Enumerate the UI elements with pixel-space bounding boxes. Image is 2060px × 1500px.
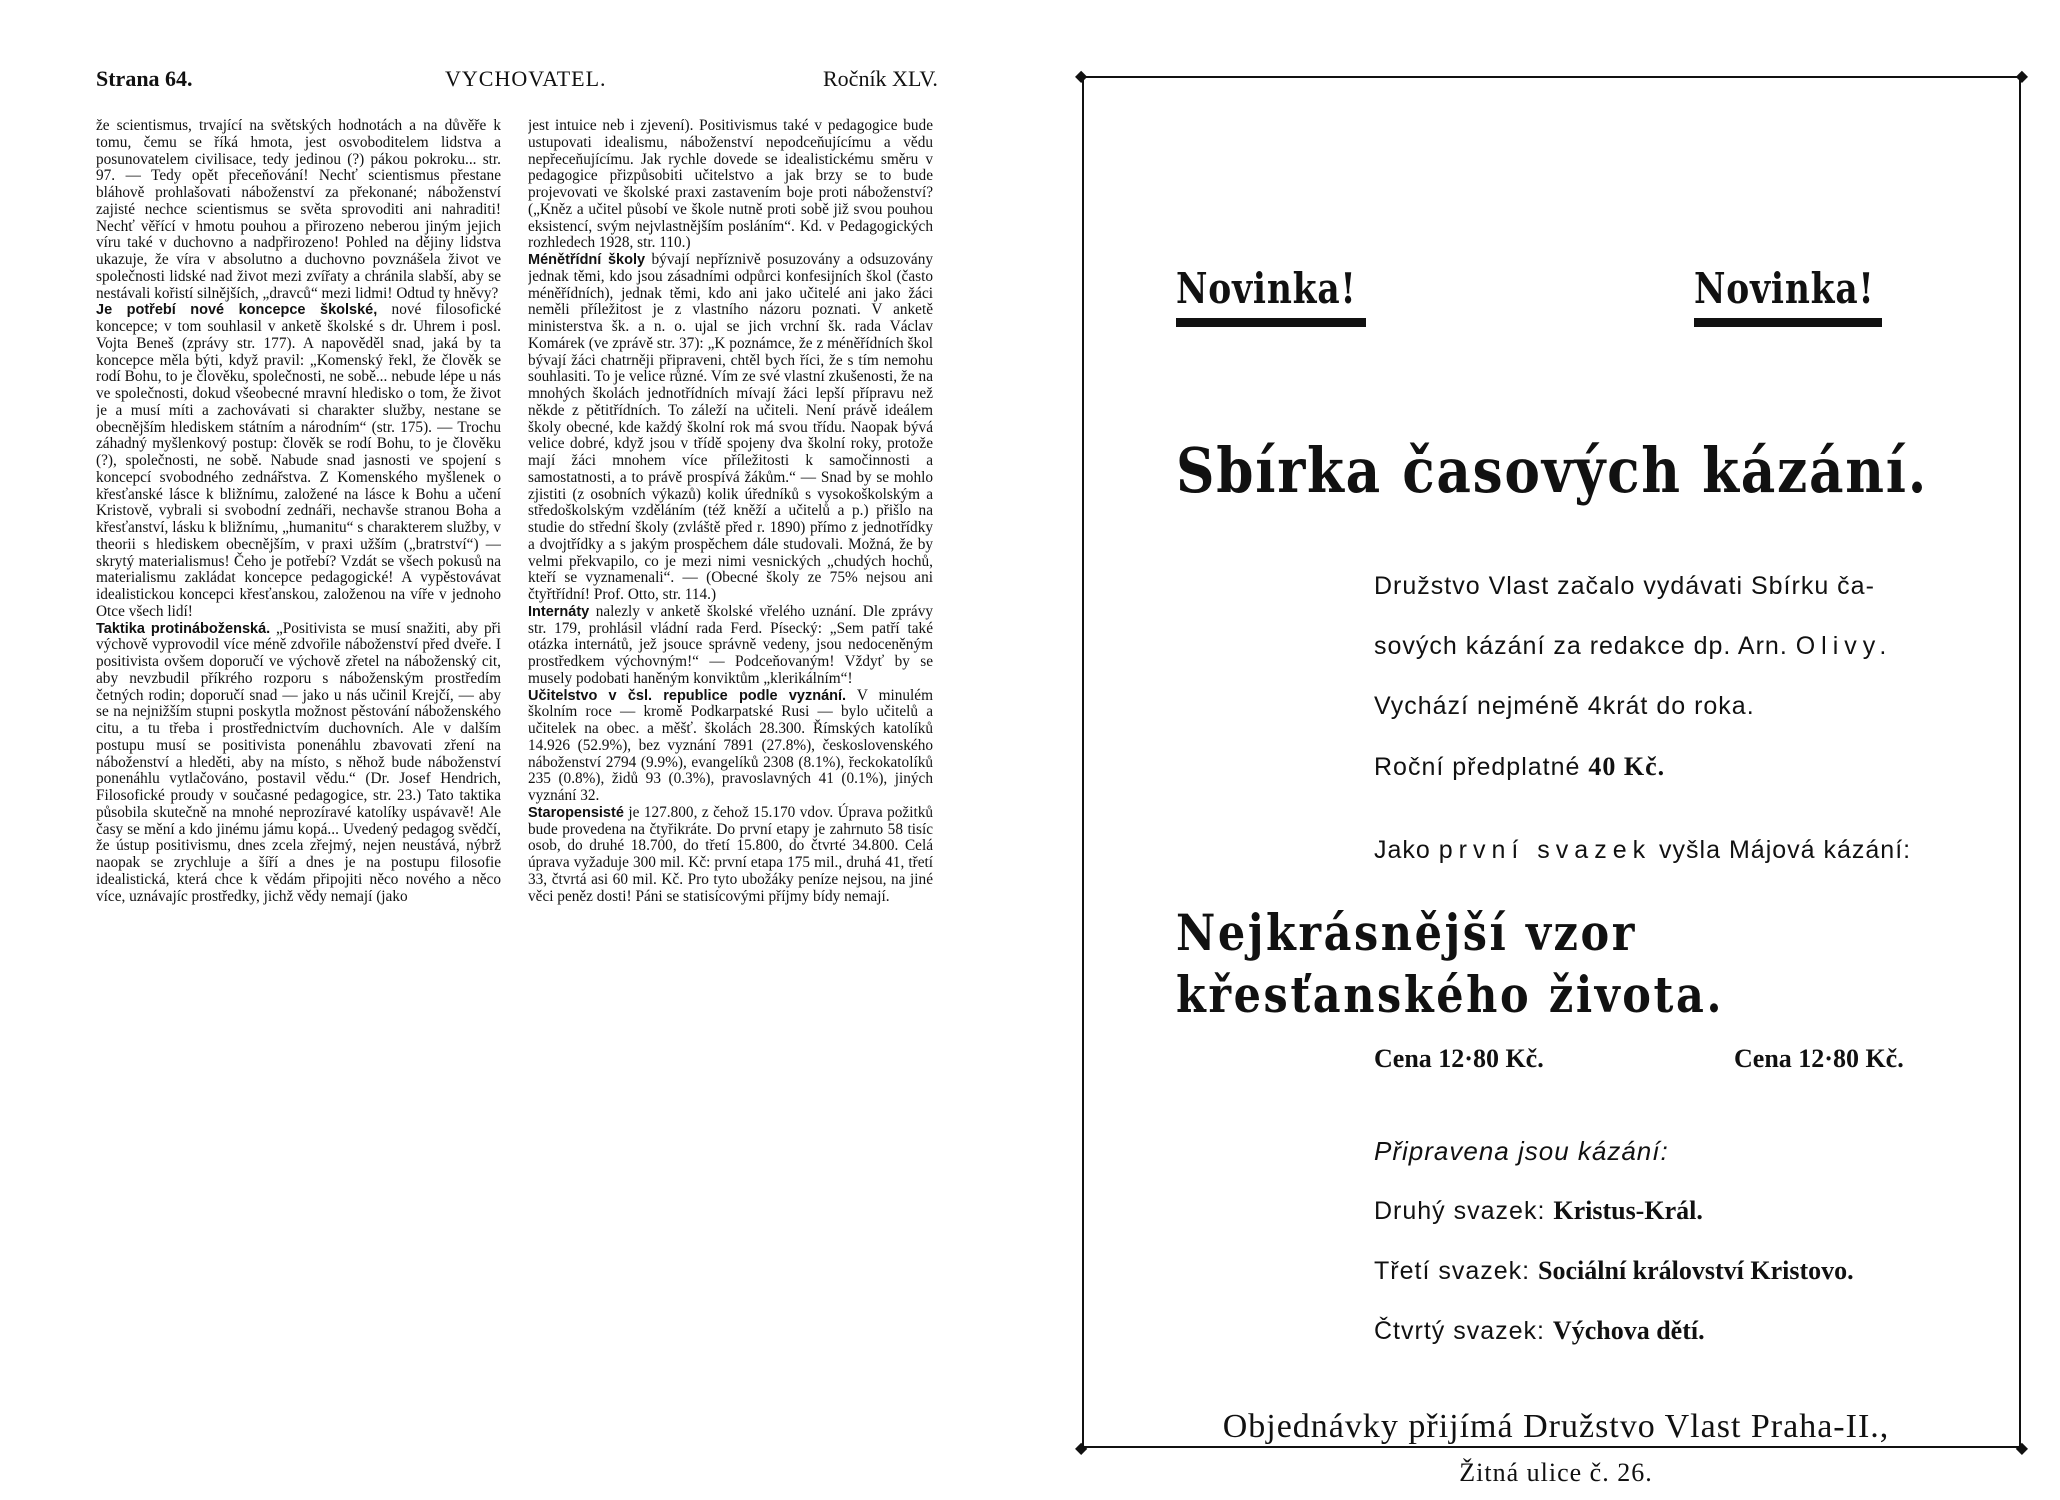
paragraph-text: že scientismus, trvající na světských hodnotách a na důvěře k tomu, čemu se říká hmota, jest osvoboditelem lidstva a posunovatelem civilisace, tedy jedinou (?) pákou pokroku... str. 97. — Tedy opět přeceňování! Nechť scientismus přestane bláhově prohlašovati náboženství za překonané; náboženství zajisté nechce scientismus se světa sprovoditi ani nahraditi! Nechť věřící v hmotu pouhou a přirozeno neberou jiným jejich víru také v duchovno a nadpřirozeno! Pohled na dějiny lidstva ukazuje, že víra v absolutno a duchovno povznášela život ve společnosti lidské nad život mezi zvířaty a chránila slabší, aby se nestávali kořistí silnějších, „dravců“ mezi lidmi! Odtud ty hněvy? (96, 118, 501, 302)
novinka-label-left: Novinka! (1176, 264, 1357, 313)
paragraph (528, 252, 933, 604)
paragraph (528, 688, 933, 805)
first-volume-suffix: vyšla Májová kázání: (1651, 836, 1912, 864)
orders-address: Žitná ulice č. 26. (1459, 1458, 1653, 1487)
corner-ornament-icon: ◆ (2015, 66, 2028, 85)
editor-name: Olivy. (1795, 632, 1893, 660)
volume-title: Sociální království Kristovo. (1538, 1256, 1854, 1285)
subscription-price: 40 Kč. (1588, 752, 1666, 781)
book-title: Nejkrásnější vzor křesťanského života. (1176, 903, 1724, 1024)
prepared-heading: Připravena jsou kázání: (1374, 1136, 1669, 1166)
paragraph (528, 118, 933, 252)
paragraph (528, 604, 933, 688)
corner-ornament-icon: ◆ (1075, 66, 1088, 85)
advert-description-line-1: Družstvo Vlast začalo vydávati Sbírku ča- (1374, 572, 1875, 600)
paragraph-text: jest intuice neb i zjevení). Positivismus také v pedagogice bude ustupovati idealismu, náboženství nepodceňujícímu a vědu nepřeceňujícímu. Jak rychle dovede se idealistickému směru v pedagogice přizpůsobiti učitelstvo a jak brzy se to bude projevovati ve školské praxi zastavením boje proti náboženství? („Kněz a učitel působí ve škole nutně proti sobě již svou pouhou eksistencí, svým nejvlastnějším posláním“. Kd. v Pedagogických rozhledech 1928, str. 110.) (528, 118, 933, 252)
advert-description-text: sových kázání za redakce dp. Arn. (1374, 632, 1796, 660)
orders-info: Objednávky přijímá Družstvo Vlast Praha-II., (1222, 1408, 1890, 1445)
paragraph (96, 302, 501, 620)
paragraph-text: V minulém školním roce — kromě Podkarpatské Rusi — bylo učitelů a učitelek na obec. a měšť. školách 28.300. Římských katolíků 14.926 (52.9%), bez vyznání 7891 (27.8%), československého náboženství 2794 (9.9%), evangelíků 2308 (8.1%), řeckokatolíků 235 (0.8%), židů 93 (0.3%), pravoslavných 41 (0.1%), jiných vyznání 32. (528, 686, 933, 804)
paragraph (96, 621, 501, 906)
paragraph (96, 118, 501, 302)
advert-subscription (1374, 752, 1665, 782)
page-number: Strana 64. (96, 66, 193, 91)
price-right: Cena 12·80 Kč. (1734, 1044, 1904, 1073)
advert-frame (1075, 66, 2028, 1487)
paragraph-text: nalezly v anketě školské vřelého uznání. Dle zprávy str. 179, prohlásil vládní rada Ferd. Písecký: „Sem patří také otázka internátů, jež jsouce správně vedeny, jsou nedoceněným prostředkem výchovným!“ — Podceňovaným! Vždyť by se musely podobati haněným konviktům „klerikálním“! (528, 602, 933, 687)
volume-item (1374, 1316, 1705, 1346)
novinka-label-right: Novinka! (1694, 264, 1875, 313)
paragraph-lead: Ménětřídní školy (528, 252, 646, 268)
first-volume-emphasis: první svazek (1438, 836, 1652, 864)
left-page (0, 0, 1000, 1500)
first-volume-prefix: Jako (1374, 836, 1439, 864)
volume-title: Výchova dětí. (1552, 1316, 1705, 1345)
volume-title: Kristus-Král. (1553, 1196, 1703, 1225)
advert-frequency: Vychází nejméně 4krát do roka. (1374, 692, 1755, 720)
paragraph-text: „Positivista se musí snažiti, aby při výchově vyprovodil více méně zdvořile náboženství před dveře. I positivista ovšem doporučí ve výchově zřetel na náboženský cit, aby nevzbudil příkrého rozporu s náboženským prostředím četných rodin; doporučí snad — jako u nás učinil Krejčí, — aby se na nejnižším stupni poskytla možnost pěstování náboženského citu, a tu třeba i prostřednictvím duchovních. Ale v dalším postupu musí se positivista ponenáhlu zbavovati zření na náboženství a hleděti, aby na místo, s něhož bude náboženství ponenáhlu vytlačováno, postavil vědu.“ (Dr. Josef Hendrich, Filosofické proudy v současné pedagogice, str. 23.) Tato taktika působila skutečně na mnohé neprozíravé katolíky uspávavě! Ale časy se mění a kdo jinému jámu kopá... Uvedený pedagog svědčí, že ústup positivismu, dnes zcela zřejmý, nejen neustává, nýbrž naopak se zrychluje a šíří a dnes je na postupu filosofie idealistická, která chce k vědám připojiti něco nového a něco více, uznávajíc prostředky, jichž vědy nemají (jako (96, 619, 501, 905)
volume-label: Druhý svazek: (1374, 1197, 1554, 1225)
volume-label: Čtvrtý svazek: (1374, 1317, 1553, 1345)
corner-ornament-icon: ◆ (1075, 1438, 1088, 1457)
journal-title: VYCHOVATEL. (445, 66, 607, 91)
subscription-label: Roční předplatné (1374, 753, 1589, 781)
volume-item (1374, 1196, 1703, 1226)
paragraph-text: bývají nepříznivě posuzovány a odsuzovány jednak těmi, kdo jsou zásadními odpůrci konfesijních škol (často méněřídních), jednak těmi, kdo ani jako učitelé ani jako žáci neměli příležitost je z vlastního názoru poznati. V anketě ministerstva šk. a n. o. ujal se jich vrchní šk. rada Václav Komárek (ve zprávě str. 37): „K poznámce, že z méněřídních škol bývají žáci chatrněji připraveni, chtěl bych říci, že s tím nemohu souhlasiti. To je velice různé. Vím ze své vlastní zkušenosti, že na mnohých školách jednotřídních mívají žáci lepší přípravu než někde z pětitřídních. To záleží na učiteli. Není právě ideálem školy obecné, kde každý školní rok má svou třídu. Naopak bývá velice dobré, když jsou v třídě spojeny dva školní roky, protože mají žáci mnohem více příležitosti k samočinnosti a samostatnosti, a to právě prospívá žákům.“ — Snad by se mohlo zjistiti (z osobních výkazů) kolik úředníků s vysokoškolským a středoškolským vzděláním (též kněží a učitelů a p.) přišlo na studie do střední školy (zvláště před r. 1890) přímo z jednotřídky a dvojtřídky a s jakým prospěchem dále studovali. Možná, že by velmi překvapilo, co je mezi nimi vesnických „chudých hochů, kteří se vyznamenali“. — (Obecné školy ze 75% nejsou ani čtyřtřídní! Prof. Otto, str. 114.) (528, 251, 933, 603)
volume-label: Třetí svazek: (1374, 1257, 1539, 1285)
novinka-underline-right (1694, 318, 1882, 327)
novinka-underline-left (1176, 318, 1366, 327)
paragraph-lead: Staropensisté (528, 804, 624, 821)
paragraph-lead: Učitelstvo v čsl. republice podle vyznání. (528, 687, 847, 704)
first-volume-line (1374, 836, 1911, 865)
paragraph (528, 805, 933, 906)
text-column-left (96, 118, 501, 1478)
advert-description-line-2 (1374, 632, 1892, 661)
text-column-right (528, 118, 933, 1478)
volume-number: Ročník XLV. (823, 66, 938, 91)
corner-ornament-icon: ◆ (2015, 1438, 2028, 1457)
paragraph-lead: Taktika protináboženská. (96, 620, 271, 637)
price-left: Cena 12·80 Kč. (1374, 1044, 1544, 1073)
paragraph-text: je 127.800, z čehož 15.170 vdov. Úprava požitků bude provedena na čtyřikráte. Do první etapy je zahrnuto 58 tisíc osob, do druhé 18.700, do třetí 15.800, do čtvrté 34.800. Celá úprava vyžaduje 300 mil. Kč: první etapa 175 mil., druhá 41, třetí 33, čtvrtá asi 60 mil. Kč. Pro tyto ubožáky peníze nejsou, na jiné věci peněz dosti! Páni se statisícovými příjmy bídy nemají. (528, 803, 933, 905)
paragraph-text: nové filosofické koncepce; v tom souhlasil v anketě školské s dr. Uhrem i posl. Vojta Beneš (zprávy str. 177). A napověděl snad, jaká by ta koncepce měla býti, když pravil: „Komenský řekl, že člověk se rodí Bohu, to je člověku, společnosti, ne sobě... nebude lépe u nás ve společnosti, dokud všeobecné mravní hledisko o tom, že život je a musí míti a zachovávati si charakter služby, nestane se obecnějším hlediskem státním a národním“ (str. 175). — Trochu záhadný myšlenkový postup: člověk se rodí Bohu, to je člověku (?), společnosti, ne sobě. Nabude snad jasnosti ve spojení s koncepcí svobodného zednářstva. Z Komenského myšlenek o křesťanské lásce k bližnímu, založené na lásce k Bohu a učení Kristově, vybrali si svobodní zednáři, nechavše stranou Boha a křesťanství, lásku k bližnímu, „humanitu“ s charakterem služby, v theorii s hlediskem obecnějším, v praxi užším („bratrství“) — skrytý materialismus! Čeho je potřebí? Vzdát se všech pokusů na materialismu zakládat koncepce pedagogické! A vypěstovávat idealistickou koncepci křesťanskou, založenou na víře v jednoho Otce všech lidí! (96, 301, 501, 620)
advert-title: Sbírka časových kázání. (1176, 434, 1929, 507)
paragraph-lead: Internáty (528, 603, 590, 620)
right-page (1060, 0, 2060, 1500)
volume-item (1374, 1256, 1854, 1286)
paragraph-lead: Je potřebí nové koncepce školské, (96, 302, 378, 319)
